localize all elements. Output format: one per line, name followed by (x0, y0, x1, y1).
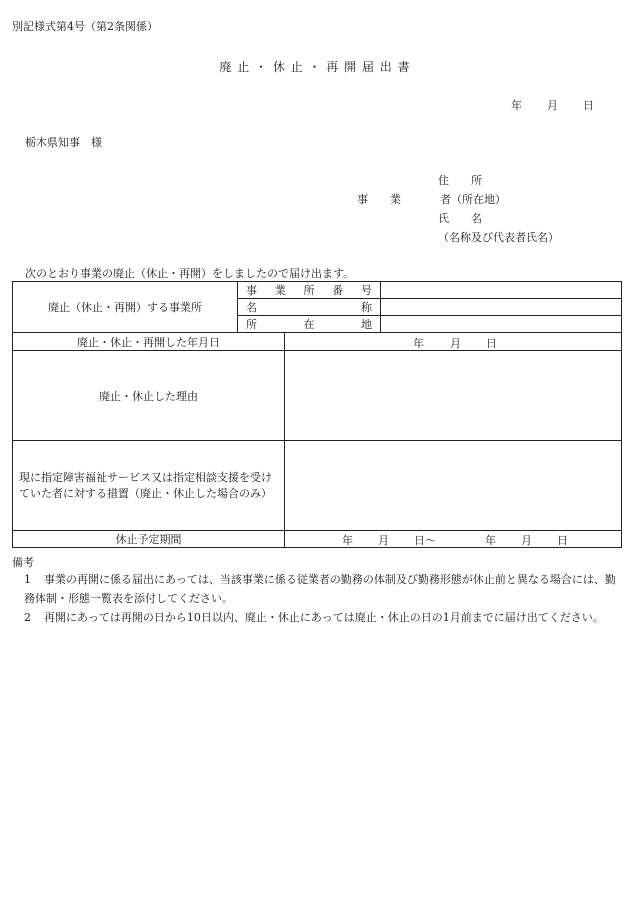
applicant-name-note: （名称及び代表者氏名） (438, 231, 559, 244)
addressee: 栃木県知事 様 (25, 136, 102, 149)
notification-form-table (12, 281, 622, 548)
submission-date-day: 日 (583, 99, 594, 112)
office-address-label: 所 在 地 (238, 316, 381, 333)
submission-date-year: 年 (511, 99, 522, 112)
notes-heading: 備考 (12, 556, 34, 569)
office-name-label: 名 称 (238, 299, 381, 316)
intro-text: 次のとおり事業の廃止（休止・再開）をしましたので届け出ます。 (25, 267, 355, 280)
reason-field[interactable] (285, 351, 622, 441)
table-row (13, 282, 622, 299)
applicant-name-label: 氏 名 (438, 212, 482, 225)
date-field[interactable]: 年 月 日 (285, 333, 622, 351)
applicant-operator-label: 者（所在地） (440, 193, 506, 206)
date-label: 廃止・休止・再開した年月日 (13, 333, 285, 351)
office-label: 廃止（休止・再開）する事業所 (13, 282, 238, 333)
period-label: 休止予定期間 (13, 531, 285, 548)
table-row (13, 351, 622, 441)
applicant-address-label: 住 所 (438, 174, 482, 187)
measures-field[interactable] (285, 441, 622, 531)
office-number-field[interactable] (381, 282, 622, 299)
applicant-operator-prefix: 事 業 (357, 193, 401, 206)
submission-date-month: 月 (547, 99, 558, 112)
period-field[interactable]: 年 月 日〜 年 月 日 (285, 531, 622, 548)
table-row (13, 333, 622, 351)
office-address-field[interactable] (381, 316, 622, 333)
form-title: 廃 止 ・ 休 止 ・ 再 開 届 出 書 (219, 60, 411, 74)
office-name-field[interactable] (381, 299, 622, 316)
measures-label: 現に指定障害福祉サービス又は指定相談支援を受けていた者に対する措置（廃止・休止した場合のみ） (13, 441, 285, 531)
note-item: 1 事業の再開に係る届出にあっては、当該事業に係る従業者の勤務の体制及び勤務形態が休止前と異なる場合には、勤務体制・形態一覧表を添付してください。 (24, 573, 616, 605)
office-number-label: 事 業 所 番 号 (238, 282, 381, 299)
table-row (13, 531, 622, 548)
table-row (13, 441, 622, 531)
note-item: 2 再開にあっては再開の日から10日以内、廃止・休止にあっては廃止・休止の日の1月前までに届け出てください。 (24, 611, 604, 624)
reason-label: 廃止・休止した理由 (13, 351, 285, 441)
form-reference: 別記様式第4号（第2条関係） (12, 20, 158, 33)
